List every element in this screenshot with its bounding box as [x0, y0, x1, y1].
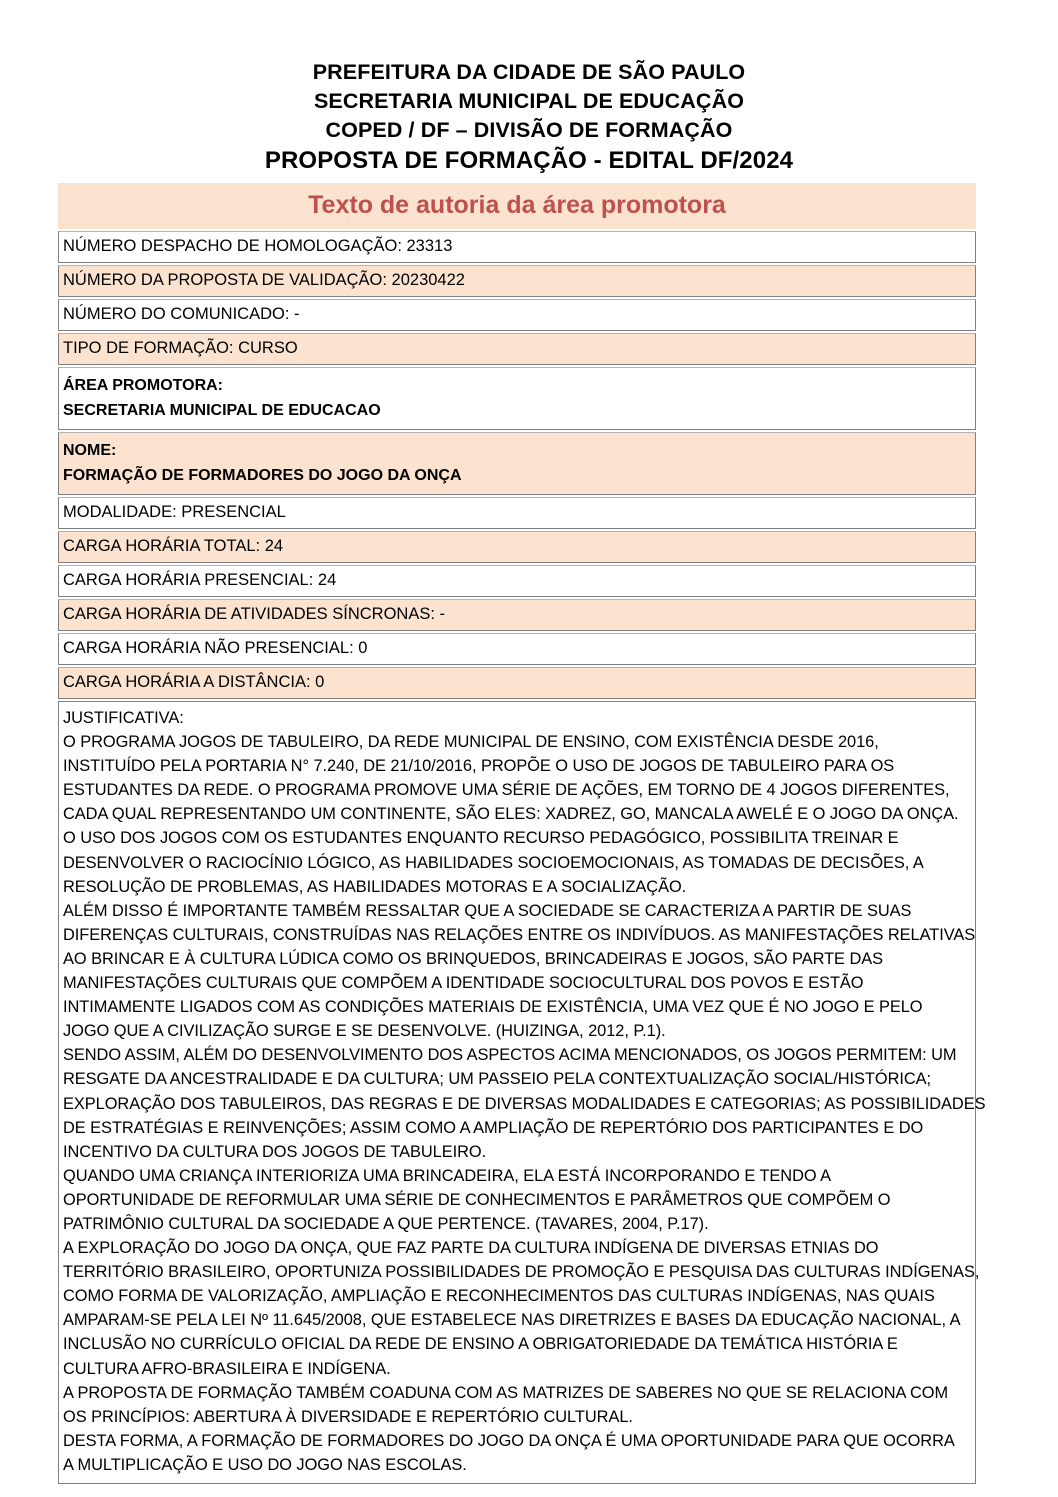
justificativa-line: INCLUSÃO NO CURRÍCULO OFICIAL DA REDE DE ENSINO A OBRIGATORIEDADE DA TEMÁTICA HISTÓRIA E — [63, 1335, 898, 1354]
field-value: CARGA HORÁRIA PRESENCIAL: 24 — [63, 571, 337, 589]
field-carga-horaria-distancia — [58, 667, 976, 699]
justificativa-line: PATRIMÔNIO CULTURAL DA SOCIEDADE A QUE PERTENCE. (TAVARES, 2004, P.17). — [63, 1214, 709, 1233]
field-label: NOME: — [63, 442, 117, 459]
field-carga-horaria-presencial — [58, 565, 976, 597]
field-label: ÁREA PROMOTORA: — [63, 377, 223, 394]
field-numero-comunicado — [58, 299, 976, 331]
justificativa-line: AMPARAM-SE PELA LEI Nº 11.645/2008, QUE ESTABELECE NAS DIRETRIZES E BASES DA EDUCAÇÃO NACIONAL, A — [63, 1311, 961, 1330]
justificativa-line: TERRITÓRIO BRASILEIRO, OPORTUNIZA POSSIBILIDADES DE PROMOÇÃO E PESQUISA DAS CULTURAS INDÍGENAS, — [63, 1263, 980, 1282]
field-value: CARGA HORÁRIA NÃO PRESENCIAL: 0 — [63, 639, 368, 657]
justificativa-line: OS PRINCÍPIOS: ABERTURA À DIVERSIDADE E REPERTÓRIO CULTURAL. — [63, 1407, 633, 1426]
justificativa-line: A PROPOSTA DE FORMAÇÃO TAMBÉM COADUNA COM AS MATRIZES DE SABERES NO QUE SE RELACIONA COM — [63, 1383, 949, 1402]
field-value: CARGA HORÁRIA TOTAL: 24 — [63, 537, 284, 555]
justificativa-line: O PROGRAMA JOGOS DE TABULEIRO, DA REDE MUNICIPAL DE ENSINO, COM EXISTÊNCIA DESDE 2016, — [63, 733, 879, 752]
field-value: TIPO DE FORMAÇÃO: CURSO — [63, 339, 298, 357]
justificativa-line: OPORTUNIDADE DE REFORMULAR UMA SÉRIE DE CONHECIMENTOS E PARÂMETROS QUE COMPÕEM O — [63, 1190, 891, 1209]
field-value: CARGA HORÁRIA DE ATIVIDADES SÍNCRONAS: - — [63, 605, 446, 623]
authorship-banner: Texto de autoria da área promotora — [58, 183, 976, 229]
justificativa-line: EXPLORAÇÃO DOS TABULEIROS, DAS REGRAS E DE DIVERSAS MODALIDADES E CATEGORIAS; AS POSSIBILIDADES — [63, 1094, 986, 1113]
justificativa-line: MANIFESTAÇÕES CULTURAIS QUE COMPÕEM A IDENTIDADE SOCIOCULTURAL DOS POVOS E ESTÃO — [63, 974, 864, 993]
field-nome — [58, 432, 976, 495]
justificativa-line: RESGATE DA ANCESTRALIDADE E DA CULTURA; UM PASSEIO PELA CONTEXTUALIZAÇÃO SOCIAL/HISTÓRICA; — [63, 1070, 932, 1089]
field-value: CARGA HORÁRIA A DISTÂNCIA: 0 — [63, 673, 325, 691]
header-line-secretaria: SECRETARIA MUNICIPAL DE EDUCAÇÃO — [313, 89, 745, 113]
justificativa-line: ALÉM DISSO É IMPORTANTE TAMBÉM RESSALTAR QUE A SOCIEDADE SE CARACTERIZA A PARTIR DE SUAS — [63, 901, 912, 920]
justificativa-line: O USO DOS JOGOS COM OS ESTUDANTES ENQUANTO RECURSO PEDAGÓGICO, POSSIBILITA TREINAR E — [63, 829, 899, 848]
justificativa-line: DIFERENÇAS CULTURAIS, CONSTRUÍDAS NAS RELAÇÕES ENTRE OS INDIVÍDUOS. AS MANIFESTAÇÕES RELATIVAS — [63, 925, 976, 944]
justificativa-line: COMO FORMA DE VALORIZAÇÃO, AMPLIAÇÃO E RECONHECIMENTOS DAS CULTURAS INDÍGENAS, NAS QUAIS — [63, 1287, 935, 1306]
justificativa-line: JOGO QUE A CIVILIZAÇÃO SURGE E SE DESENVOLVE. (HUIZINGA, 2012, P.1). — [63, 1022, 666, 1041]
document-header — [0, 0, 1058, 177]
field-area-promotora — [58, 367, 976, 430]
field-tipo-formacao — [58, 333, 976, 365]
justificativa-line: JUSTIFICATIVA: — [63, 709, 184, 727]
justificativa-line: QUANDO UMA CRIANÇA INTERIORIZA UMA BRINCADEIRA, ELA ESTÁ INCORPORANDO E TENDO A — [63, 1166, 832, 1185]
justificativa-line: CULTURA AFRO-BRASILEIRA E INDÍGENA. — [63, 1359, 391, 1378]
field-numero-despacho-homologacao — [58, 231, 976, 263]
field-modalidade — [58, 497, 976, 529]
justificativa-line: DESENVOLVER O RACIOCÍNIO LÓGICO, AS HABILIDADES SOCIOEMOCIONAIS, AS TOMADAS DE DECISÕES, A — [63, 853, 924, 872]
justificativa-line: INTIMAMENTE LIGADOS COM AS CONDIÇÕES MATERIAIS DE EXISTÊNCIA, UMA VEZ QUE É NO JOGO E PELO — [63, 998, 923, 1017]
header-line-prefeitura: PREFEITURA DA CIDADE DE SÃO PAULO — [312, 60, 746, 84]
field-carga-horaria-nao-presencial — [58, 633, 976, 665]
field-value: FORMAÇÃO DE FORMADORES DO JOGO DA ONÇA — [63, 467, 462, 484]
header-line-coped: COPED / DF – DIVISÃO DE FORMAÇÃO — [325, 118, 733, 142]
justificativa-line: RESOLUÇÃO DE PROBLEMAS, AS HABILIDADES MOTORAS E A SOCIALIZAÇÃO. — [63, 877, 687, 896]
field-carga-horaria-total — [58, 531, 976, 563]
field-value: NÚMERO DA PROPOSTA DE VALIDAÇÃO: 20230422 — [63, 271, 465, 289]
justificativa-line: A MULTIPLICAÇÃO E USO DO JOGO NAS ESCOLAS. — [63, 1455, 467, 1474]
field-justificativa — [58, 701, 986, 1484]
justificativa-line: INSTITUÍDO PELA PORTARIA N° 7.240, DE 21/10/2016, PROPÕE O USO DE JOGOS DE TABULEIRO PARA OS — [63, 757, 895, 776]
justificativa-line: A EXPLORAÇÃO DO JOGO DA ONÇA, QUE FAZ PARTE DA CULTURA INDÍGENA DE DIVERSAS ETNIAS DO — [63, 1239, 879, 1258]
page-title: PROPOSTA DE FORMAÇÃO - EDITAL DF/2024 — [264, 147, 794, 174]
field-value: NÚMERO DESPACHO DE HOMOLOGAÇÃO: 23313 — [63, 237, 453, 255]
field-value: MODALIDADE: PRESENCIAL — [63, 503, 286, 521]
field-value: SECRETARIA MUNICIPAL DE EDUCACAO — [63, 402, 381, 419]
proposal-table — [58, 183, 986, 1484]
justificativa-line: ESTUDANTES DA REDE. O PROGRAMA PROMOVE UMA SÉRIE DE AÇÕES, EM TORNO DE 4 JOGOS DIFERENTES, — [63, 781, 950, 800]
justificativa-line: AO BRINCAR E À CULTURA LÚDICA COMO OS BRINQUEDOS, BRINCADEIRAS E JOGOS, SÃO PARTE DAS — [63, 949, 883, 968]
field-numero-proposta-validacao — [58, 265, 976, 297]
justificativa-line: DE ESTRATÉGIAS E REINVENÇÕES; ASSIM COMO A AMPLIAÇÃO DE REPERTÓRIO DOS PARTICIPANTES E DO — [63, 1118, 924, 1137]
justificativa-line: INCENTIVO DA CULTURA DOS JOGOS DE TABULEIRO. — [63, 1142, 487, 1161]
field-value: NÚMERO DO COMUNICADO: - — [63, 305, 300, 323]
field-carga-horaria-sincronas — [58, 599, 976, 631]
justificativa-line: CADA QUAL REPRESENTANDO UM CONTINENTE, SÃO ELES: XADREZ, GO, MANCALA AWELÉ E O JOGO DA ONÇA. — [63, 805, 959, 824]
justificativa-line: SENDO ASSIM, ALÉM DO DESENVOLVIMENTO DOS ASPECTOS ACIMA MENCIONADOS, OS JOGOS PERMITEM: UM — [63, 1046, 957, 1065]
justificativa-line: DESTA FORMA, A FORMAÇÃO DE FORMADORES DO JOGO DA ONÇA É UMA OPORTUNIDADE PARA QUE OCORRA — [63, 1431, 955, 1450]
